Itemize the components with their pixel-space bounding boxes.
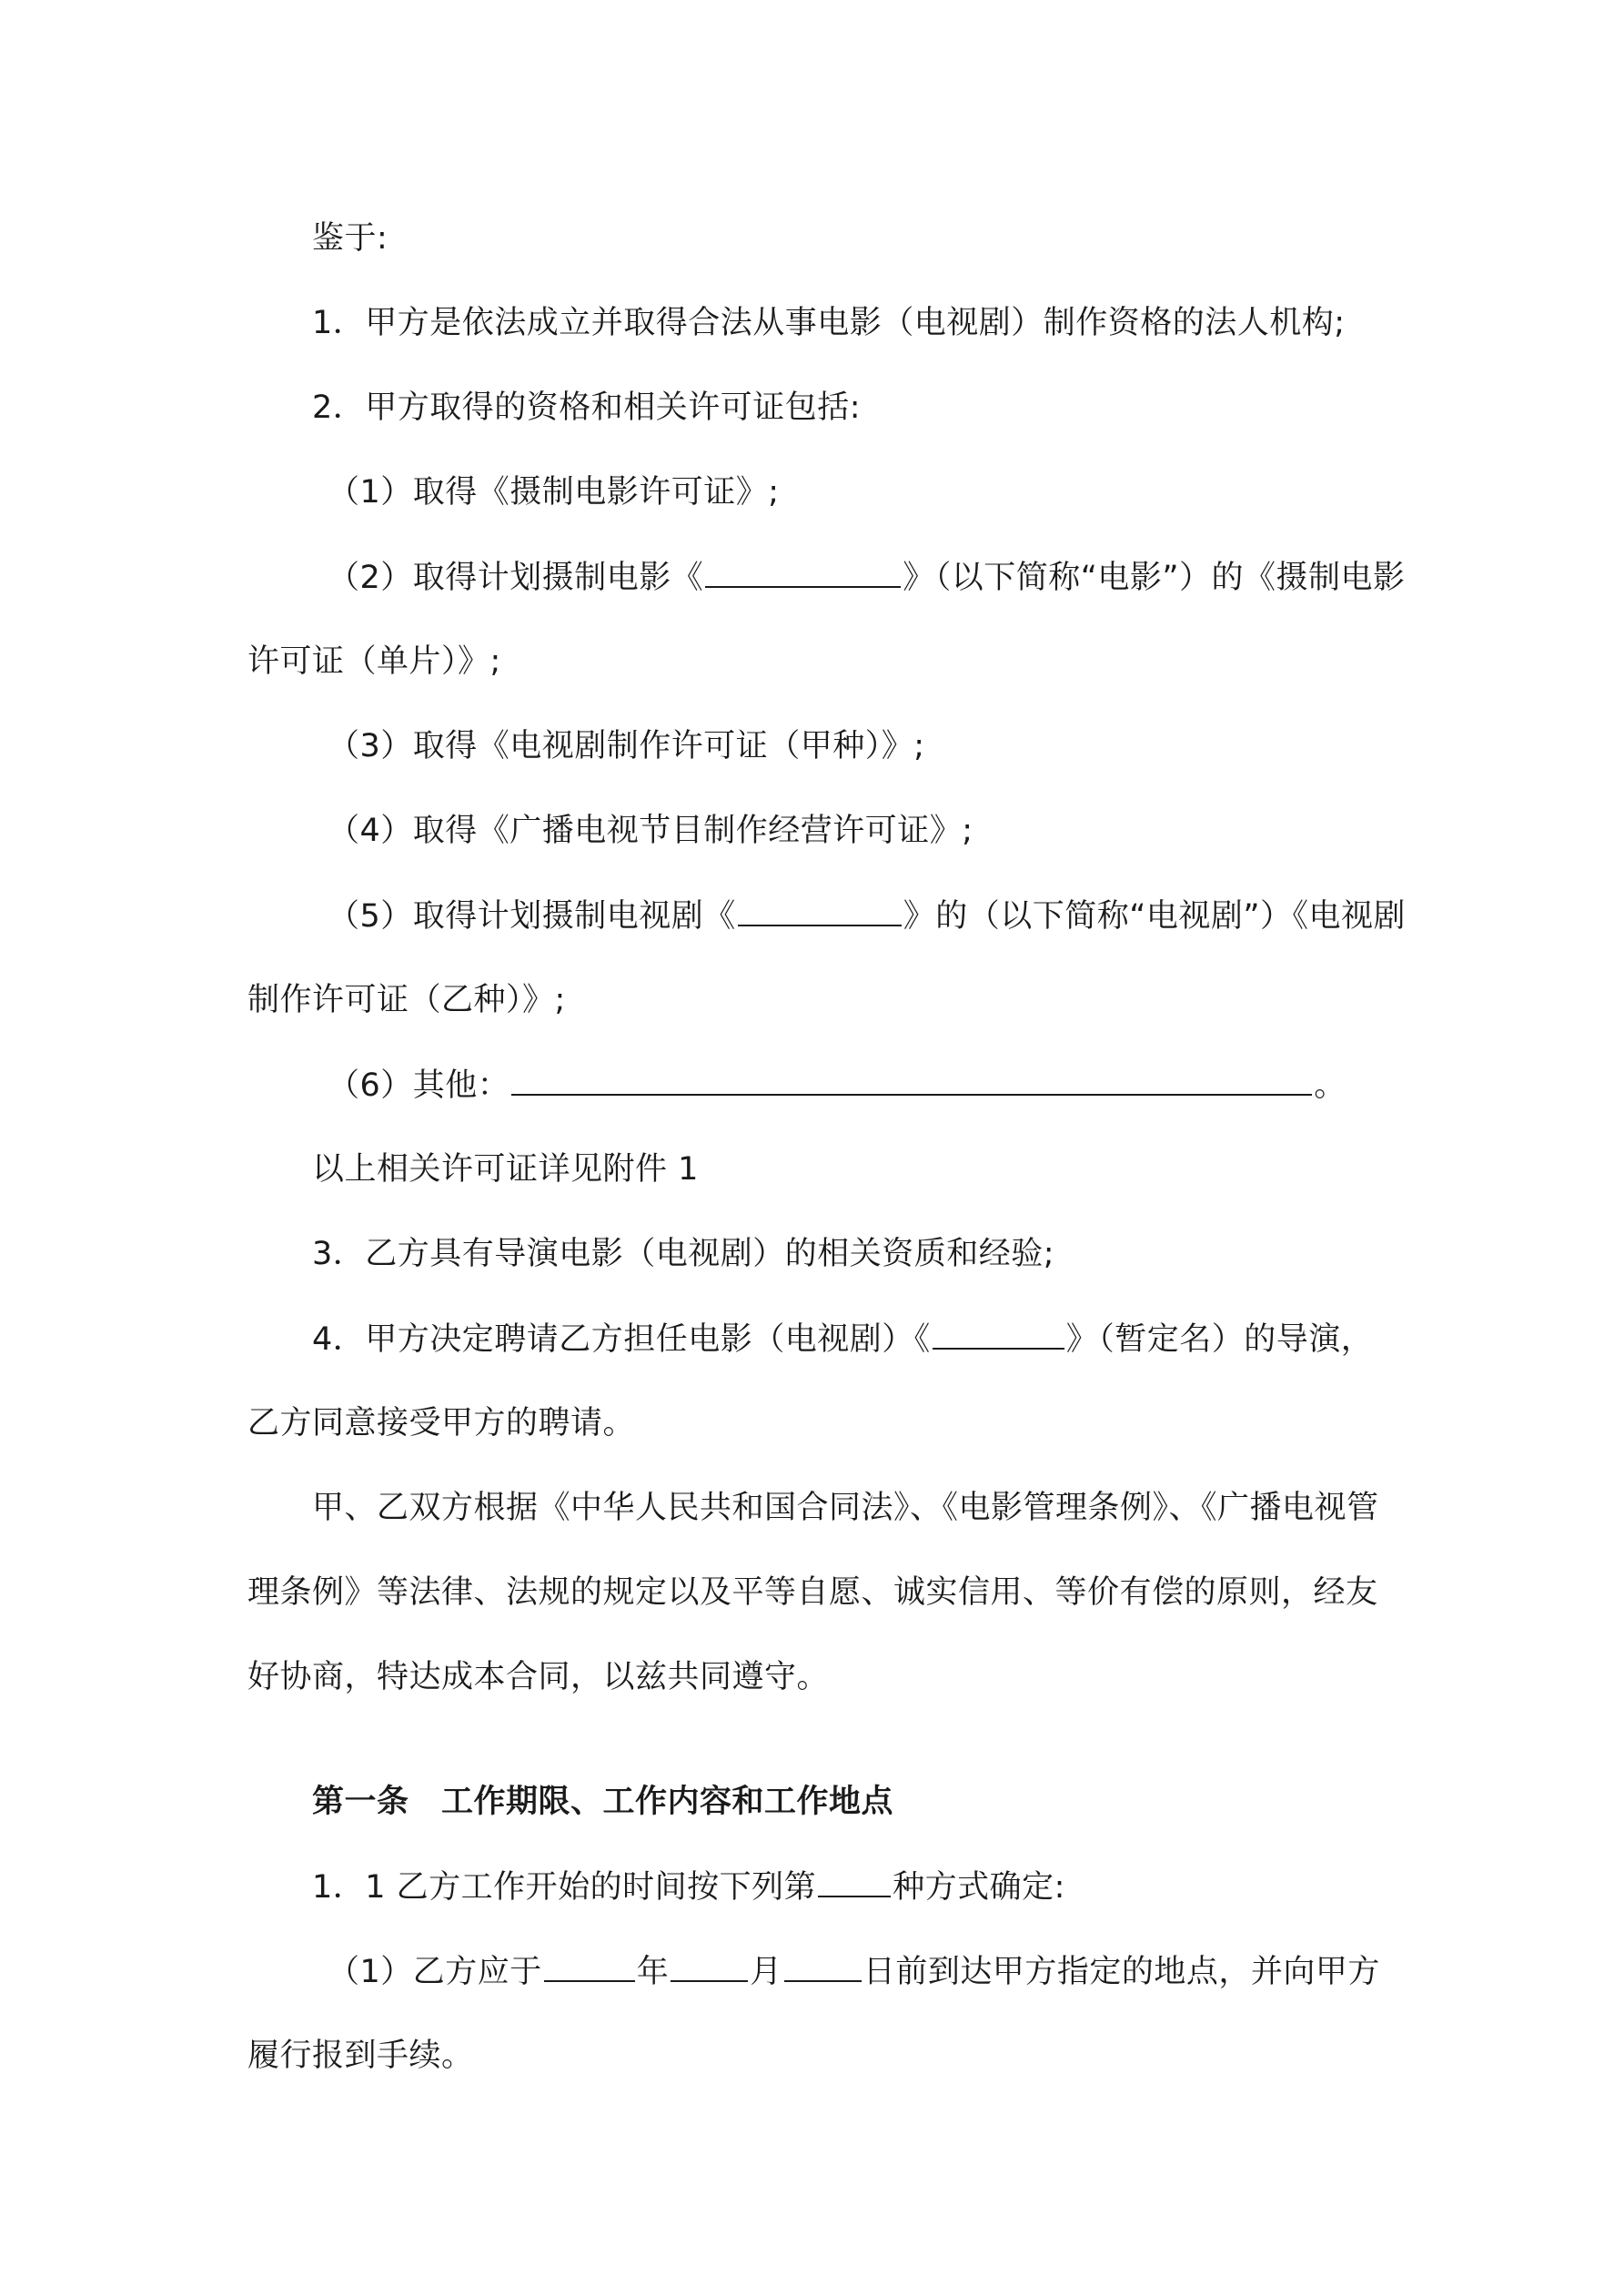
production-title-blank[interactable] [933,1319,1064,1350]
license-6-line [328,1065,1347,1106]
license-4: （4）取得《广播电视节目制作经营许可证》; [328,813,973,849]
clause-1-1-text-b: 种方式确定: [893,1869,1065,1906]
license-5-text-b: 》的（以下简称“电视剧”）《电视剧 [903,898,1407,935]
intro-line: 鉴于: [312,220,388,257]
license-6-text-b: 。 [1314,1067,1347,1104]
license-2-text-b: 》（以下简称“电影”）的《摄制电影 [903,560,1406,596]
month-label: 月 [750,1954,782,1990]
license-6-text-a: （6）其他： [328,1067,510,1104]
option-1-text-b: 日前到达甲方指定的地点，并向甲方 [862,1954,1380,1990]
item-4-text-b: 》（暂定名）的导演， [1065,1321,1374,1358]
year-label: 年 [636,1954,670,1990]
year-blank[interactable] [544,1951,635,1982]
paragraph-line-1: 甲、乙双方根据《中华人民共和国合同法》、《电影管理条例》、《广播电视管 [312,1490,1379,1526]
day-blank[interactable] [784,1951,862,1982]
film-title-blank[interactable] [705,557,901,588]
clause-1-1-line [312,1866,1065,1907]
item-1: 1．甲方是依法成立并取得合法从事电影（电视剧）制作资格的法人机构; [312,305,1346,341]
option-1-cont: 履行报到手续。 [247,2038,474,2074]
month-blank[interactable] [671,1951,748,1982]
license-5-line [328,895,1406,936]
annex-note: 以上相关许可证详见附件 1 [312,1151,699,1188]
license-5-cont: 制作许可证（乙种）》; [247,982,566,1018]
option-1-text-a: （1）乙方应于 [328,1954,542,1990]
license-3: （3）取得《电视剧制作许可证（甲种）》; [328,728,925,764]
license-1: （1）取得《摄制电影许可证》; [328,474,780,511]
option-1-line [328,1951,1380,1992]
paragraph-line-3: 好协商，特达成本合同，以兹共同遵守。 [247,1659,830,1695]
license-5-text-a: （5）取得计划摄制电视剧《 [328,898,736,935]
item-4-line [312,1319,1373,1360]
clause-1-1-text-a: 1．1 乙方工作开始的时间按下列第 [312,1869,817,1906]
license-2-cont: 许可证（单片）》; [247,643,501,680]
other-license-blank[interactable] [511,1065,1312,1096]
article-1-title: 第一条 工作期限、工作内容和工作地点 [312,1784,894,1820]
item-3: 3．乙方具有导演电影（电视剧）的相关资质和经验; [312,1236,1055,1272]
license-2-text-a: （2）取得计划摄制电影《 [328,560,704,596]
tv-title-blank[interactable] [738,895,902,926]
item-4-text-a: 4．甲方决定聘请乙方担任电影（电视剧）《 [312,1321,931,1358]
license-2-line [328,557,1406,598]
item-4-cont: 乙方同意接受甲方的聘请。 [247,1405,636,1441]
item-2: 2．甲方取得的资格和相关许可证包括: [312,389,862,426]
paragraph-line-2: 理条例》等法律、法规的规定以及平等自愿、诚实信用、等价有偿的原则，经友 [247,1574,1378,1611]
method-number-blank[interactable] [818,1866,891,1897]
